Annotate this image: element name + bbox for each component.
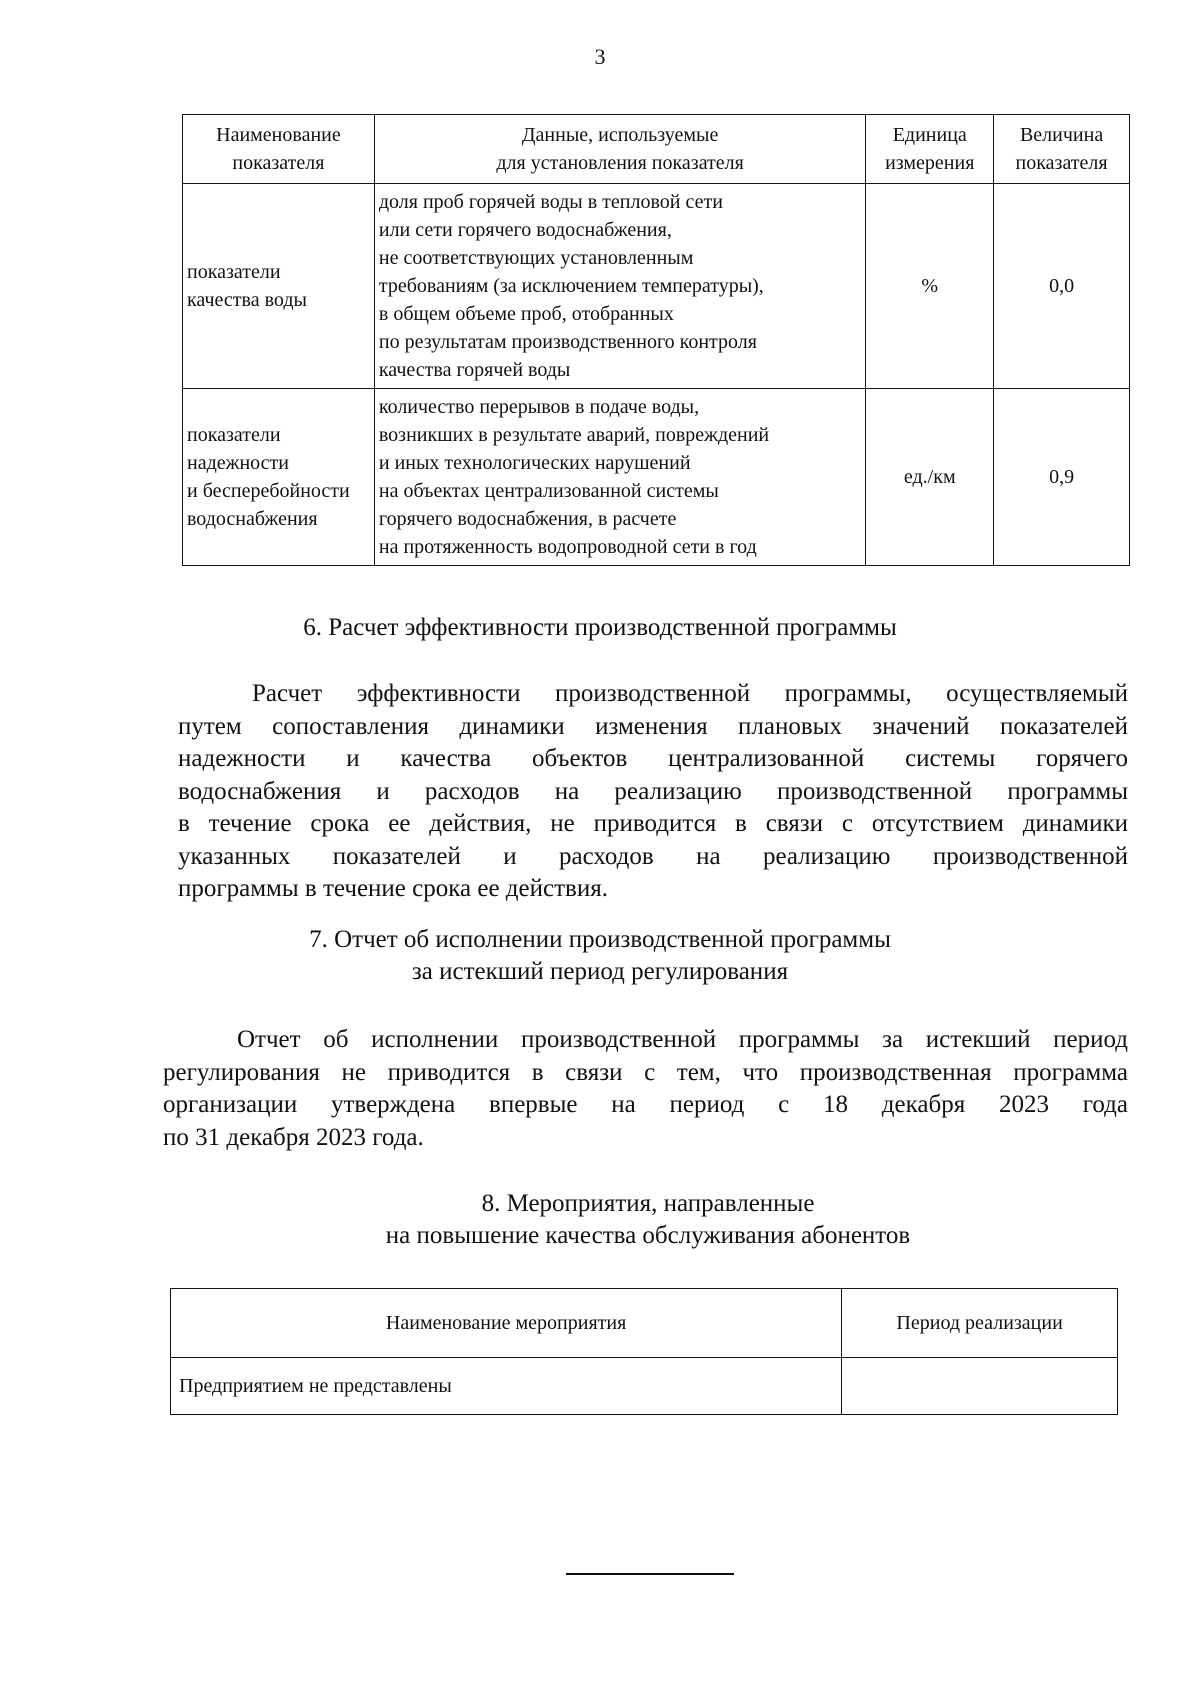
header-text: Данные, используемые (521, 124, 719, 146)
title-text: за истекший период регулирования (411, 958, 789, 985)
header-data (374, 115, 865, 184)
value-cell: 0,0 (994, 184, 1130, 389)
end-rule (566, 1573, 734, 1575)
cell-text: на протяженность водопроводной сети в год (378, 536, 757, 558)
paragraph-line: путем сопоставления динамики изменения плановых значений показателей (178, 712, 1128, 740)
header-text: Величина (1019, 124, 1104, 146)
header-value (994, 115, 1130, 184)
cell-text: надежности (187, 452, 289, 474)
cell-text: показатели (187, 261, 281, 283)
cell-text: показатели (187, 424, 281, 446)
indicator-data-cell (374, 184, 865, 389)
paragraph-line: в течение срока ее действия, не приводится в связи с отсутствием динамики (178, 810, 1128, 837)
paragraph-line: по 31 декабря 2023 года. (163, 1123, 424, 1151)
indicator-data-cell (374, 389, 865, 566)
value-cell: 0,9 (994, 389, 1130, 566)
title-text: 6. Расчет эффективности производственной программы (303, 614, 897, 641)
paragraph-line: программы в течение срока ее действия. (178, 875, 608, 902)
unit-cell: % (866, 184, 994, 389)
header-measure-name: Наименование мероприятия (171, 1289, 842, 1358)
section-8-title (48, 1188, 1200, 1252)
cell-text: водоснабжения (187, 508, 318, 530)
header-text: Единица (892, 124, 967, 146)
section-7-paragraph (163, 1024, 1128, 1154)
paragraph-line: водоснабжения и расходов на реализацию производственной программы (178, 777, 1128, 805)
page-number: 3 (594, 44, 606, 69)
paragraph-line: указанных показателей и расходов на реализацию производственной (178, 842, 1128, 870)
cell-text: качества воды (187, 289, 307, 311)
cell-text: количество перерывов в подаче воды, (378, 396, 700, 418)
table-row (183, 184, 1130, 389)
title-text: 7. Отчет об исполнении производственной программы (309, 926, 891, 953)
cell-text: по результатам производственного контроля (378, 331, 757, 353)
indicator-name-cell (183, 389, 375, 566)
measures-table-header-row (171, 1289, 1118, 1358)
indicators-table-header-row (183, 115, 1130, 184)
cell-text: возникших в результате аварий, повреждений (378, 424, 770, 446)
header-unit (866, 115, 994, 184)
title-text: 8. Мероприятия, направленные (481, 1190, 815, 1217)
paragraph-line: Расчет эффективности производственной программы, осуществляемый (252, 680, 1128, 707)
cell-text: и иных технологических нарушений (378, 452, 691, 474)
section-6-title (0, 612, 1200, 644)
title-text: на повышение качества обслуживания абонентов (385, 1222, 911, 1249)
header-indicator-name (183, 115, 375, 184)
header-text: измерения (885, 152, 975, 174)
paragraph-line: надежности и качества объектов централизованной системы горячего (178, 745, 1128, 772)
cell-text: качества горячей воды (378, 359, 571, 381)
cell-text: не соответствующих установленным (378, 247, 694, 269)
cell-text: требованиям (за исключением температуры), (378, 275, 764, 297)
paragraph-line: регулирования не приводится в связи с тем, что производственная программа (163, 1058, 1128, 1086)
indicator-name-cell (183, 184, 375, 389)
cell-text: на объектах централизованной системы (378, 480, 719, 502)
header-text: для установления показателя (496, 152, 744, 174)
cell-text: и бесперебойности (187, 480, 350, 502)
header-text: показателя (232, 152, 325, 174)
header-text: Наименование (216, 124, 341, 146)
measure-name-cell: Предприятием не представлены (171, 1358, 842, 1415)
paragraph-line: Отчет об исполнении производственной программы за истекший период (237, 1026, 1128, 1053)
cell-text: горячего водоснабжения, в расчете (378, 508, 677, 530)
cell-text: в общем объеме проб, отобранных (378, 303, 674, 325)
unit-cell: ед./км (866, 389, 994, 566)
header-text: показателя (1015, 152, 1108, 174)
header-period: Период реализации (842, 1289, 1118, 1358)
paragraph-line: организации утверждена впервые на период с 18 декабря 2023 года (163, 1091, 1128, 1118)
period-cell (842, 1358, 1118, 1415)
table-row (171, 1358, 1118, 1415)
cell-text: или сети горячего водоснабжения, (378, 219, 672, 241)
indicators-table (182, 114, 1130, 566)
cell-text: доля проб горячей воды в тепловой сети (378, 191, 723, 213)
table-row (183, 389, 1130, 566)
section-7-title (0, 924, 1200, 988)
section-6-paragraph (178, 678, 1128, 906)
measures-table (170, 1288, 1118, 1415)
